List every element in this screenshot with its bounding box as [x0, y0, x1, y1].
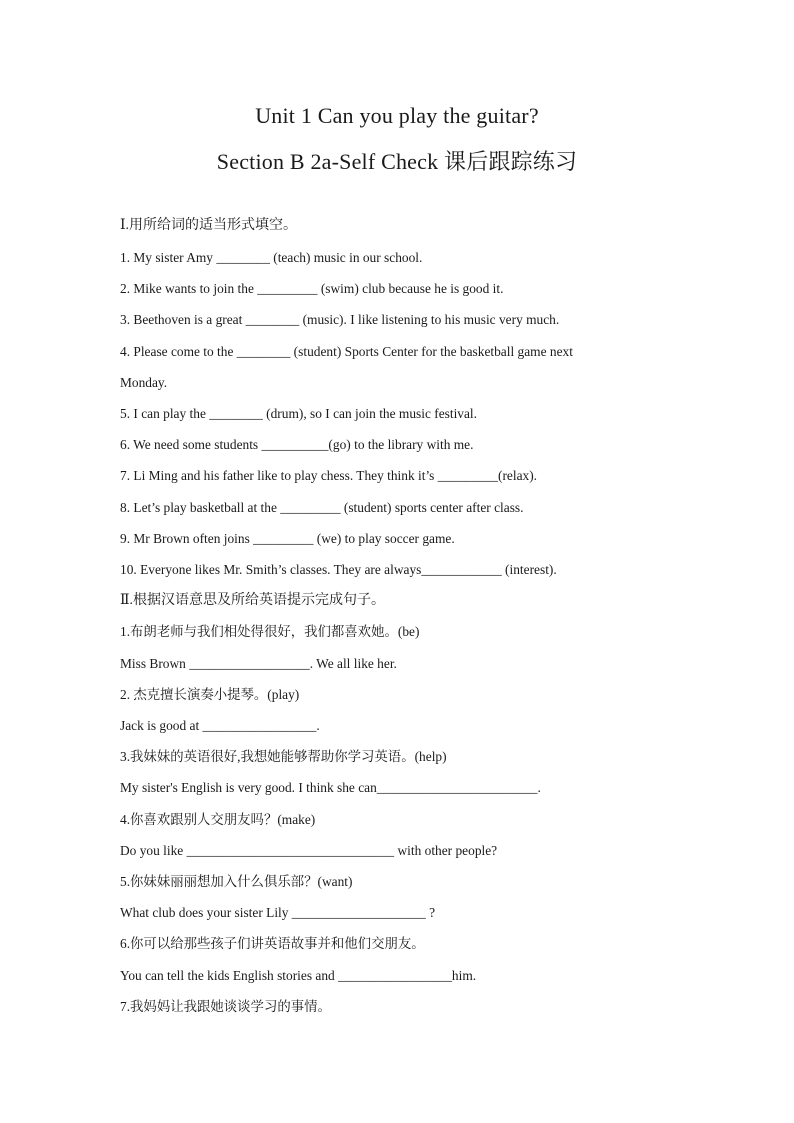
- part1-heading: Ⅰ.用所给词的适当形式填空。: [120, 218, 298, 233]
- part2-item: 2. 杰克擅长演奏小提琴。(play): [120, 687, 300, 702]
- part2-item: Miss Brown __________________. We all like her.: [120, 656, 397, 671]
- part2-item: 7.我妈妈让我跟她谈谈学习的事情。: [120, 999, 331, 1014]
- part1-item: 1. My sister Amy ________ (teach) music in our school.: [120, 250, 423, 265]
- part1-item: 6. We need some students __________(go) to the library with me.: [120, 437, 474, 452]
- part2-heading: Ⅱ.根据汉语意思及所给英语提示完成句子。: [120, 593, 386, 608]
- title-line-1: Unit 1 Can you play the guitar?: [255, 103, 539, 128]
- part2-item: What club does your sister Lily ____________________ ?: [120, 905, 436, 920]
- part2-item: 4.你喜欢跟别人交朋友吗？(make): [120, 812, 316, 827]
- part2-item: 6.你可以给那些孩子们讲英语故事并和他们交朋友。: [120, 936, 425, 951]
- part1-item: 5. I can play the ________ (drum), so I can join the music festival.: [120, 406, 477, 421]
- part1-item: 9. Mr Brown often joins _________ (we) to play soccer game.: [120, 531, 455, 546]
- part2-item: Do you like _______________________________ with other people?: [120, 843, 498, 858]
- title-line-2: Section B 2a-Self Check 课后跟踪练习: [216, 149, 578, 174]
- part2-item: 1.布朗老师与我们相处得很好，我们都喜欢她。(be): [120, 624, 420, 639]
- part1-item: Monday.: [120, 375, 168, 390]
- part2-item: My sister's English is very good. I think she can________________________.: [120, 780, 541, 795]
- part2-item: 3.我妹妹的英语很好,我想她能够帮助你学习英语。(help): [120, 749, 447, 764]
- part1-item: 7. Li Ming and his father like to play chess. They think it’s _________(relax).: [120, 468, 538, 483]
- part2-item: You can tell the kids English stories and _________________him.: [120, 968, 477, 983]
- part1-item: 3. Beethoven is a great ________ (music). I like listening to his music very much.: [120, 312, 560, 327]
- part2-item: Jack is good at _________________.: [120, 718, 320, 733]
- part1-item: 4. Please come to the ________ (student) Sports Center for the basketball game next: [120, 344, 573, 359]
- part1-item: 8. Let’s play basketball at the _________ (student) sports center after class.: [120, 500, 524, 515]
- part1-item: 10. Everyone likes Mr. Smith’s classes. They are always____________ (interest).: [120, 562, 557, 577]
- part2-item: 5.你妹妹丽丽想加入什么俱乐部？(want): [120, 874, 353, 889]
- part1-item: 2. Mike wants to join the _________ (swim) club because he is good it.: [120, 281, 504, 296]
